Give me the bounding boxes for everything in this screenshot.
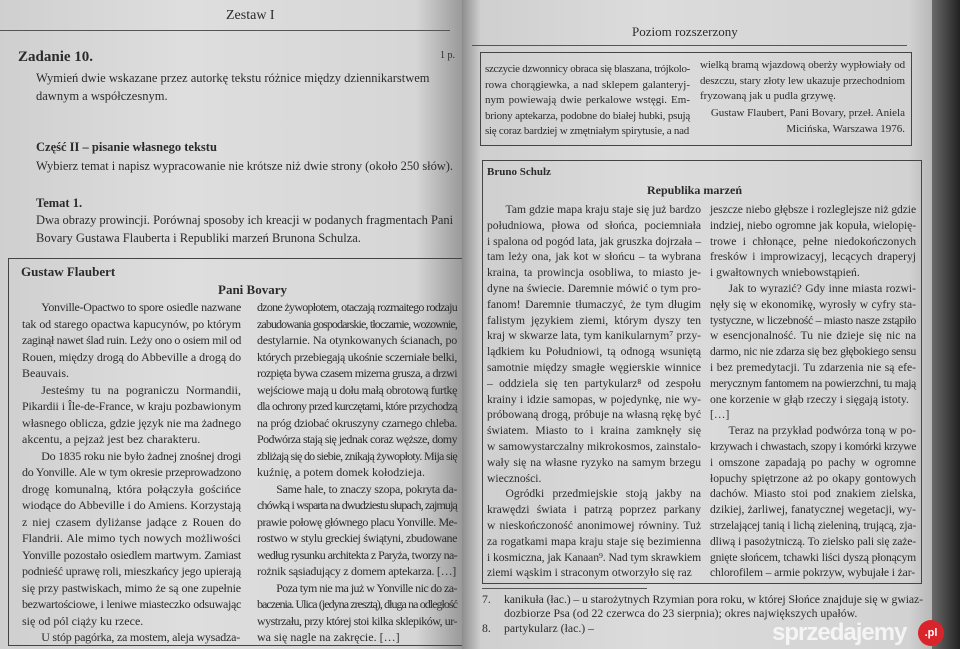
text-line: dzone żywopłotem, otaczają rozmaitego rodzaju xyxy=(257,300,457,314)
text-line: krainy i idzie samopas, w pojedynkę, nie wy- xyxy=(487,392,701,406)
text-line: Jak to wyrazić? Gdy inne miasta rozwi- xyxy=(728,281,916,295)
text-line: według rysunku architekta z Paryża, tworzy na- xyxy=(257,547,457,562)
text-line: destylarnie. Na otynkowanych ścianach, po xyxy=(257,333,457,347)
running-head: Poziom rozszerzony xyxy=(632,24,738,39)
topic-text-line: Bovary Gustawa Flauberta i Republiki marzeń Brunona Schulza. xyxy=(36,231,361,245)
text-line: południowa, płowa od słońca, pociemniała xyxy=(487,218,701,232)
text-line: w nieskończoność anonimowej równiny. Tuż xyxy=(487,518,701,532)
text-line: deszczu, stary złoty lew ukazuje przechodniom xyxy=(700,74,905,87)
text-line: podnieść uprawę roli, mieszkańcy jego upierają xyxy=(22,564,241,578)
source-line: Micińska, Warszawa 1976. xyxy=(786,122,905,135)
text-line: prawie połowę głównego placu Yonville. Me- xyxy=(257,514,457,529)
excerpt-author: Gustaw Flaubert xyxy=(21,264,116,279)
excerpt-column-2 xyxy=(257,299,457,646)
text-line: Beauvais. xyxy=(22,366,69,380)
footnote-line: partykularz (łac.) – xyxy=(504,621,595,635)
text-line: gnięte słońcem, tchawki liści dyszą płonącym xyxy=(710,550,916,564)
text-line: darmo, nic nie zdarza się bez głębokiego sensu xyxy=(710,345,916,359)
text-line: tam leży ona, jak kot w słońcu – ta wybrana xyxy=(487,250,701,264)
text-line: w samowystarczalny mikrokosmos, zainstalo- xyxy=(487,439,701,453)
text-line: Tam gdzie mapa kraju staje się już bardzo xyxy=(505,203,701,216)
text-line: własnego oblicza, gdzie język nie ma żadnego xyxy=(22,415,241,430)
footnote-number: 7. xyxy=(482,592,491,606)
text-line: wały się na własne ryzyko na samym brzegu xyxy=(487,455,701,469)
text-line: szczycie dzwonnicy obraca się blaszana, trójkolo- xyxy=(485,63,690,75)
header-rule xyxy=(0,30,450,31)
text-line: krawędzi świata i patrzą poprzez parkany xyxy=(487,503,701,517)
text-line: kraj w skwarze lata, tym kanikularnym⁷ przy- xyxy=(487,329,701,343)
text-line: ziemi wąskim i straconym otworzyło się raz xyxy=(487,566,692,580)
text-line: łopuchy spiętrzone aż po okapy gontowych xyxy=(710,471,916,485)
text-line: dla ochrony przed kurczętami, które przychodzą xyxy=(257,399,457,413)
text-line: […] xyxy=(710,408,730,422)
text-line: krzywach i chwastach, szopy i komórki krzywe xyxy=(710,439,916,453)
text-line: i bez premedytacji. Tu zdarzenia nie są efe- xyxy=(710,360,916,374)
task-text-line: Wymień dwie wskazane przez autorkę tekstu różnice między dziennikarstwem xyxy=(36,71,430,85)
text-line: fryzowaną jak u pudla grzywę. xyxy=(700,90,836,102)
text-line: strzelającej tanią i lichą zieleniną, trującą, zja- xyxy=(710,518,916,532)
text-line: Teraz na przykład podwórza toną w po- xyxy=(728,424,916,438)
text-line: tak od starego opactwa kapucynów, po którym xyxy=(22,316,241,331)
text-line: rozpięta bywa czasem mizerna grusza, a drzwi xyxy=(257,366,457,380)
text-line: Ogródki przedmiejskie stoją jakby na xyxy=(505,487,701,501)
text-line: zaginął nawet ślad ruin. Leży ono o osiem mil od xyxy=(22,333,241,347)
text-line: rostwo w stylu greckiej świątyni, zbudowane xyxy=(257,531,457,545)
source-line: Gustaw Flaubert, Pani Bovary, przeł. Aniela xyxy=(710,107,905,119)
topic-text-line: Dwa obrazy prowincji. Porównaj sposoby ich kreacji w podanych fragmentach Pani xyxy=(36,213,453,227)
text-line: Flandrii. Ale mimo tych nowych możliwości xyxy=(22,531,241,545)
text-line: fanom! Daremnie tłumaczyć, że tym długim xyxy=(487,297,701,311)
text-line: chlorofilem – armie pokrzyw, wybujałe i żar- xyxy=(710,566,915,580)
text-line: akcentu, a pejzaż jest bez charakteru. xyxy=(22,432,201,446)
flaubert-continued-column-1 xyxy=(485,62,690,140)
text-line: i omszone zapadają po pachy w ogromne xyxy=(710,455,916,469)
excerpt-column-1 xyxy=(487,202,701,581)
text-line: się przy pastwiskach, mimo że są one zupełnie xyxy=(22,580,241,595)
text-line: na próg dziobać okruszyny czarnego chleba. xyxy=(257,415,457,430)
text-line: światem. Miasto to i kraina zamknęły się xyxy=(487,424,701,438)
text-line: one korzenie w głąb rzeczy i sięgają istoty. xyxy=(710,392,909,406)
text-line: się coraz bardziej w zmętniałym spirytusie, a nad xyxy=(485,125,689,137)
text-line: w esencjonalność. Tu nie dzieje się nic na xyxy=(710,329,916,343)
excerpt-author: Bruno Schulz xyxy=(487,166,551,178)
text-line: wystrzału, przy której stoi kilka sklepików, ur- xyxy=(257,613,457,628)
left-page xyxy=(0,0,462,649)
text-line: z niej czasem dyliżanse jadące z Rouen do xyxy=(22,514,241,529)
watermark-logo: sprzedajemy xyxy=(772,619,907,646)
text-line: dzikiej, żarliwej, fanatycznej wegetacji, wy- xyxy=(710,503,916,517)
text-line: U stóp pagórka, za mostem, aleja wysadza- xyxy=(41,630,240,644)
text-line: i kosmiczna, jak Kanaan⁹. Nad tym skrawkiem xyxy=(487,550,701,564)
text-line: dyne na świecie. Daremnie mówić o tym pro- xyxy=(487,281,701,295)
text-line: rożnik sąsiadujący z domem aptekarza. […] xyxy=(257,564,456,578)
text-line: Yonville-Opactwo to spore osiedle nazwane xyxy=(41,300,241,314)
footnote-rule xyxy=(482,588,647,589)
text-line: samotnie między smagłe węgierskie winnice xyxy=(487,360,701,374)
topic-title: Temat 1. xyxy=(36,196,83,210)
running-head: Zestaw I xyxy=(226,8,275,23)
text-line: Podwórza stają się jednak coraz węższe, domy xyxy=(257,432,457,446)
text-line: dliwą i pasożytniczą. To zielsko pali się zaże- xyxy=(710,534,916,548)
footnote-line: kanikuła (łac.) – u starożytnych Rzymian pora roku, w której Słońce znajduje się w gwiaz- xyxy=(504,592,924,606)
text-line: rowa chorągiewka, a nad sklepem galanteryj- xyxy=(485,78,690,91)
text-line: i gwałtownych wniebowstąpień. xyxy=(710,266,860,280)
text-line: Poza tym nie ma już w Yonville nic do za- xyxy=(276,580,457,595)
text-line: falistym językiem ziemi, którym dyszy ten xyxy=(487,313,701,327)
footnote-line: dozbiorze Psa (od 22 czerwca do 23 sierpnia); okres największych upałów. xyxy=(504,606,858,620)
text-line: wejściowe mają u dołu małą obrotową furtkę xyxy=(257,382,457,397)
flaubert-continued-column-2 xyxy=(700,58,905,105)
text-line: wiodące do Abbeville i do Amiens. Korzystają xyxy=(22,498,241,512)
text-line: Do 1835 roku nie było żadnej znośnej drogi xyxy=(41,448,241,463)
text-line: kuźnię, a potem domek kołodzieja. xyxy=(257,465,425,479)
right-page xyxy=(462,0,932,649)
text-line: zabudowania gospodarskie, tłoczarnie, wozownie, xyxy=(257,316,457,331)
text-line: Same hale, to znaczy szopa, pokryta da- xyxy=(276,481,457,496)
text-line: zbliżają się do siebie, znikają żywopłoty. Mija się xyxy=(257,448,457,463)
text-line: za rogatkami mapa kraju staje się bezimienna xyxy=(487,534,701,548)
text-line: drogę komunalną, która połączyła gościńce xyxy=(22,481,241,496)
text-line: bezwartościowe, i leniwe miasteczko odsuwając xyxy=(22,597,241,611)
text-line: dachów. Miasto stoi pod znakiem zielska, xyxy=(710,487,916,501)
header-rule xyxy=(472,45,907,46)
text-line: do Yonville. Ale w tym okresie przeprowadzono xyxy=(22,465,241,479)
text-line: lądkiem ku Południowi, tą odnogą wsuniętą xyxy=(487,345,701,359)
text-line: wielką bramą wjazdową oberży wypłowiały od xyxy=(700,59,905,71)
text-line: tystyczne, w liczebność – miasto nasze zstąpiło xyxy=(710,313,916,327)
text-line: trowe i chłonące, pełne niedokończonych xyxy=(710,234,916,248)
text-line: wa się nagle na zakręcie. […] xyxy=(257,630,400,644)
task-text-line: dawnym a współczesnym. xyxy=(36,89,168,103)
text-line: których przebiegają ukośnie sczerniałe belki, xyxy=(257,349,457,364)
text-line: fresków i improwizacyj, lecących draperyj xyxy=(710,250,916,264)
text-line: – oddziela się ten partykularz⁸ od zespołu xyxy=(487,376,701,390)
text-line: nęły się w ekonomikę, wyrosły w cyfry sta- xyxy=(710,297,916,311)
text-line: indziej, niebo ogromne jak kopuła, wielopię- xyxy=(710,218,916,232)
text-line: baczenia. Ulica (jedyna zresztą), długa na odległość xyxy=(257,597,457,611)
text-line: się od pól ciąży ku rzece. xyxy=(22,613,144,628)
text-line: Jesteśmy tu na pograniczu Normandii, xyxy=(41,382,241,397)
text-line: chówką i wsparta na dwudziestu słupach, zajmują xyxy=(257,498,457,512)
excerpt-title: Republika marzeń xyxy=(647,183,743,197)
text-line: kraina, ta prowincja osobliwa, to miasto je- xyxy=(487,266,701,280)
excerpt-column-2 xyxy=(710,202,916,581)
text-line: Rouen, między drogą do Abbeville a drogą do xyxy=(22,349,241,364)
footnote-number: 8. xyxy=(482,621,491,635)
text-line: jeszcze niebo głębsze i rozleglejsze niż gdzie xyxy=(710,203,916,216)
watermark-badge: .pl xyxy=(918,620,944,646)
text-line: briony aptekarza, podobne do białej hubki, psują xyxy=(485,109,690,122)
text-line: Pikardii i Île-de-France, w kraju pozbawionym xyxy=(22,399,241,413)
points: 1 p. xyxy=(440,50,455,61)
excerpt-title: Pani Bovary xyxy=(218,282,287,297)
part-text: Wybierz temat i napisz wypracowanie nie krótsze niż dwie strony (około 250 słów). xyxy=(36,159,453,173)
text-line: wieczności. xyxy=(487,471,542,485)
text-line: i spalona od pogód lata, jak gruszka dojrzała – xyxy=(487,234,701,248)
text-line: próbowaną drogą, próbuje na własną rękę być xyxy=(487,408,701,422)
text-line: merycznym fantomem na powierzchni, tu mają xyxy=(710,376,916,390)
text-line: nym powiewają dwie perkalowe wstęgi. Em- xyxy=(485,94,690,106)
text-line: Yonville pozostało osiedlem martwym. Zamiast xyxy=(22,547,241,562)
part-title: Część II – pisanie własnego tekstu xyxy=(36,140,217,154)
excerpt-column-1 xyxy=(22,299,241,646)
task-title: Zadanie 10. xyxy=(18,49,94,65)
book-edge xyxy=(932,0,960,649)
